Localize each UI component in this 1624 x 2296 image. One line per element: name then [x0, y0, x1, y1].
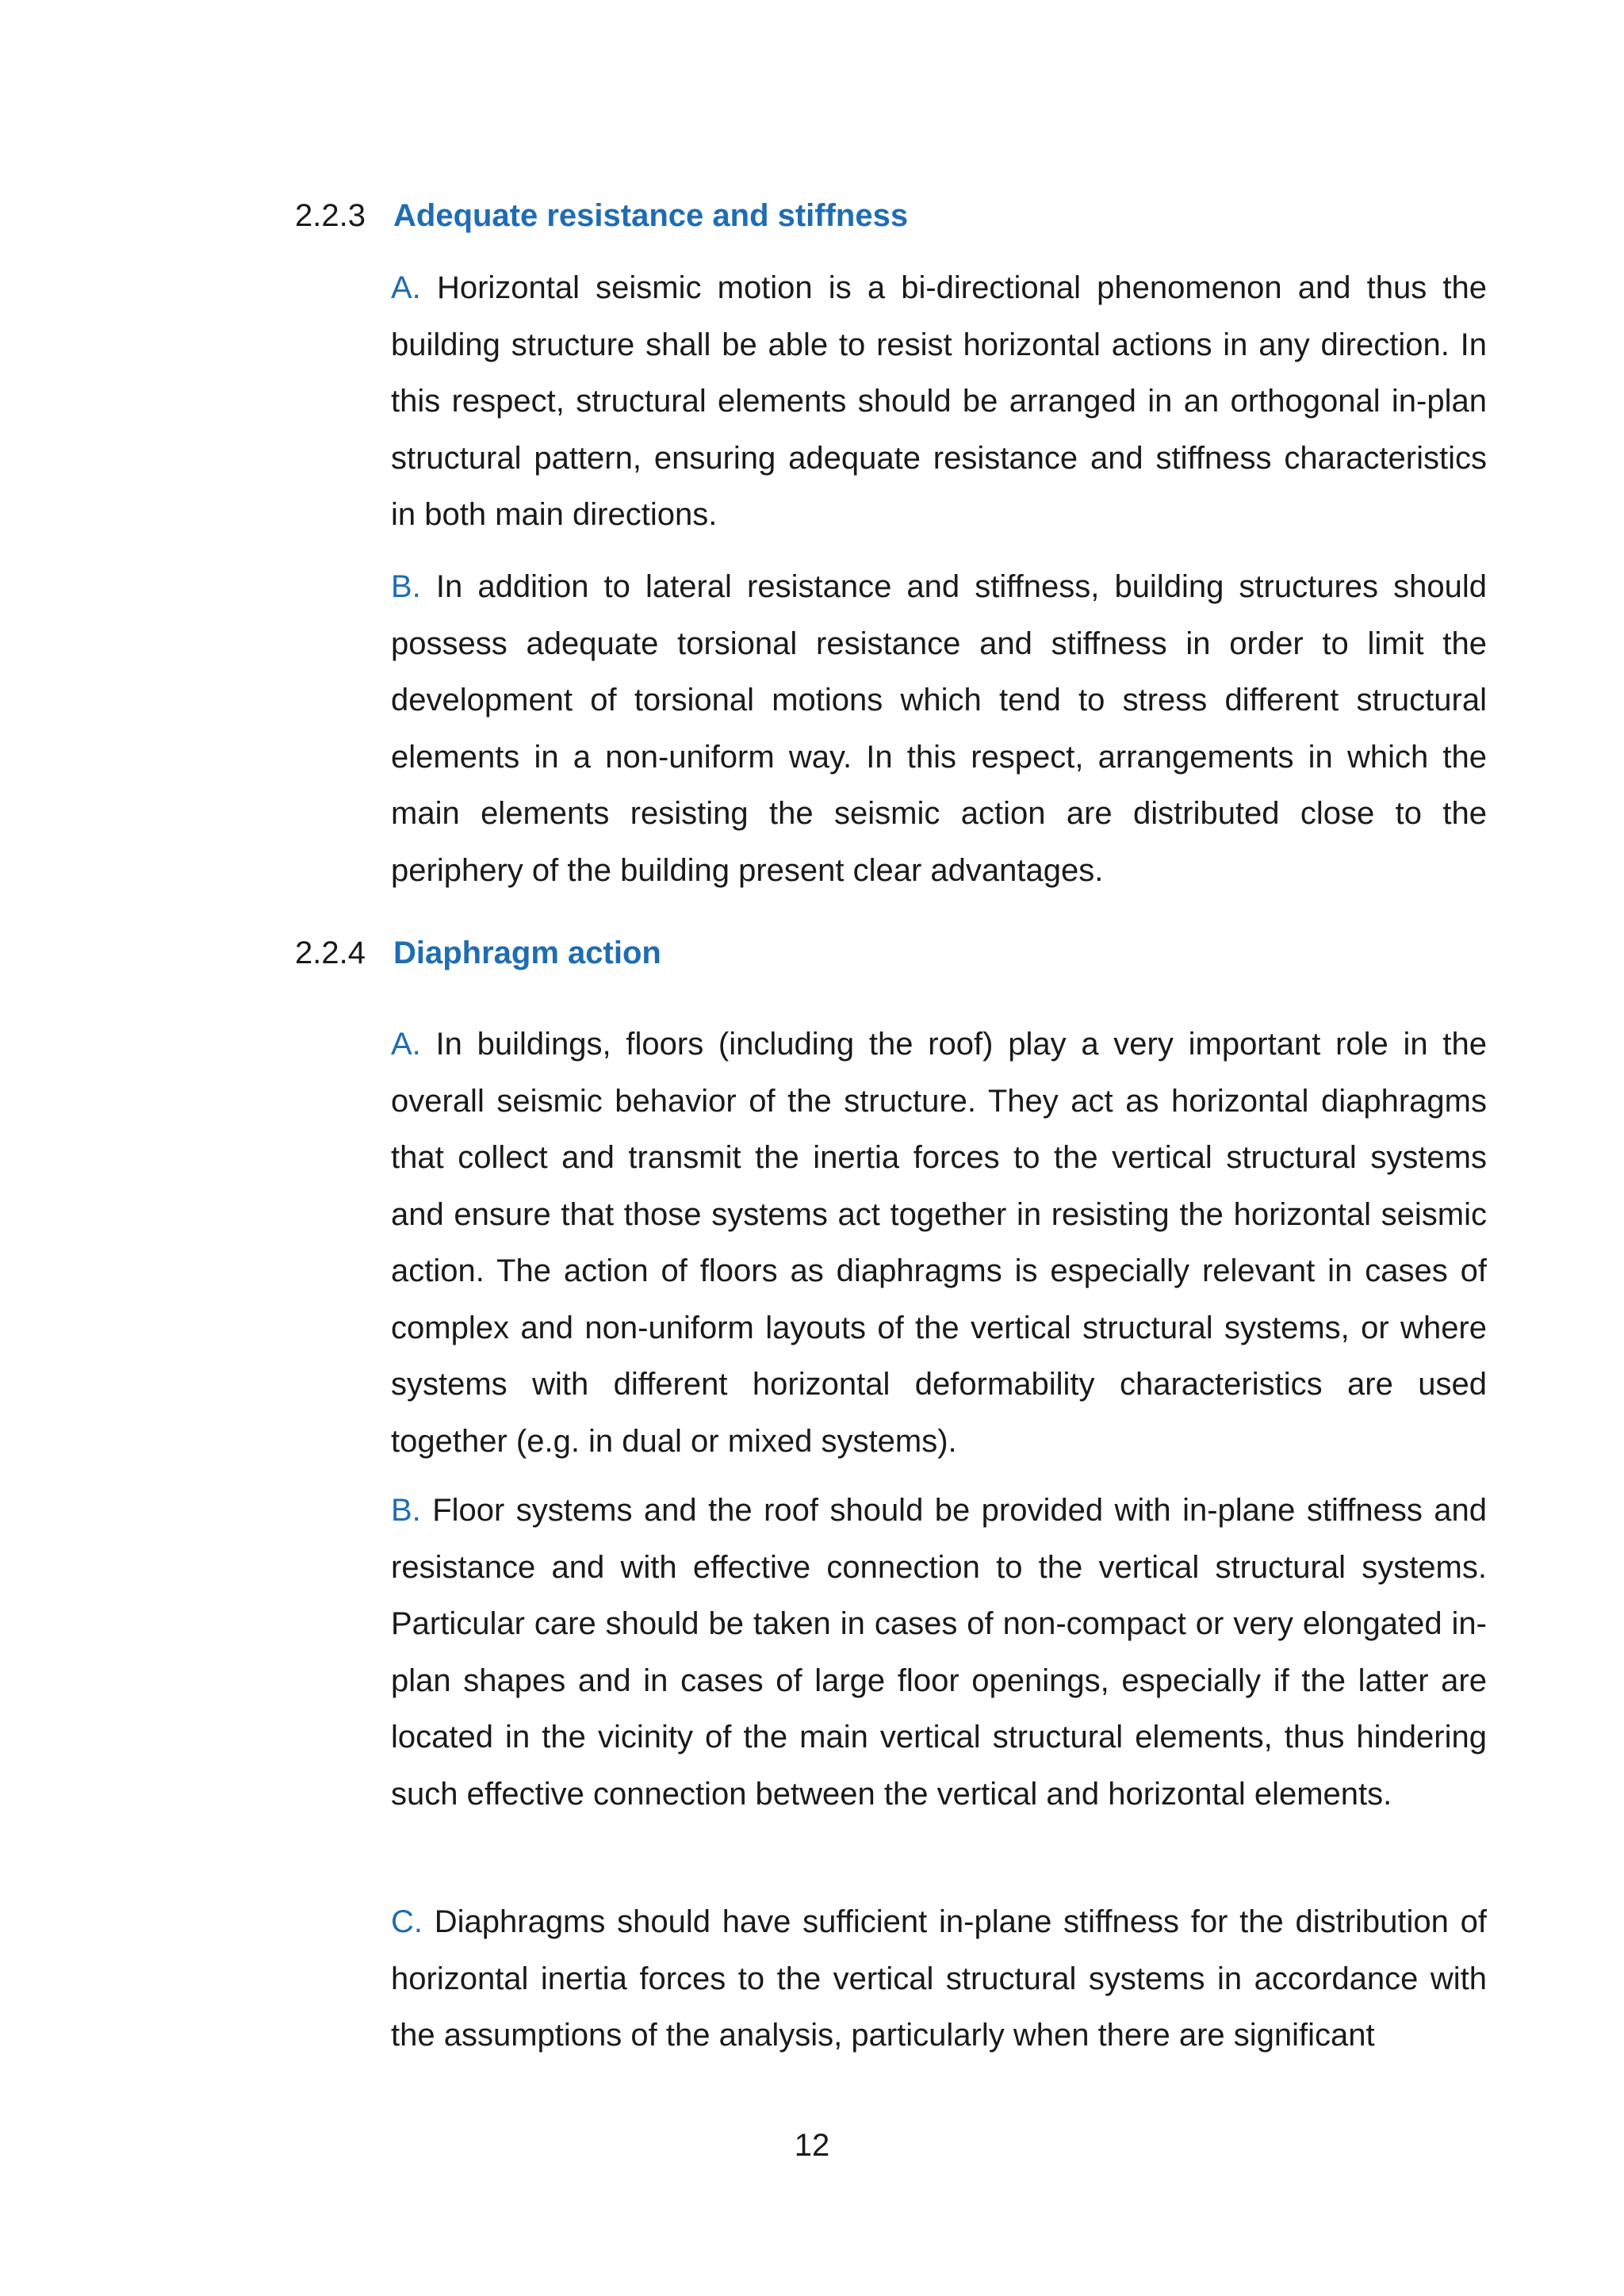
- paragraph-text: Horizontal seismic motion is a bi-directional phenomenon and thus the building structure shall be able to resist horizontal actions in any direction. In this respect, structural elements should be arranged in an orthogonal in-plan structural pattern, ensuring adequate resistance and stiffness characteristics in both main directions.: [391, 270, 1487, 532]
- paragraph-marker: A.: [391, 1027, 421, 1062]
- paragraph-marker: A.: [391, 270, 421, 305]
- paragraph-text: Floor systems and the roof should be provided with in-plane stiffness and resistance and with effective connection to the vertical structural systems. Particular care should be taken in cases of non-compact or very elongated in-plan shapes and in cases of large floor openings, especially if the latter are located in the vicinity of the main vertical structural elements, thus hindering such effective connection between the vertical and horizontal elements.: [391, 1493, 1487, 1812]
- paragraph-marker: C.: [391, 1904, 423, 1939]
- paragraph-2-2-3-a: [391, 260, 1487, 544]
- paragraph-marker: B.: [391, 1493, 421, 1528]
- paragraph-marker: B.: [391, 569, 421, 604]
- section-number: 2.2.3: [295, 198, 366, 233]
- page-number: 12: [794, 2128, 830, 2163]
- paragraph-2-2-4-c: [391, 1894, 1487, 2064]
- paragraph-2-2-3-b: [391, 559, 1487, 899]
- paragraph-text: In addition to lateral resistance and stiffness, building structures should possess adequate torsional resistance and stiffness in order to limit the development of torsional motions which tend to stress different structural elements in a non-uniform way. In this respect, arrangements in which the main elements resisting the seismic action are distributed close to the periphery of the building present clear advantages.: [391, 569, 1487, 888]
- section-heading-2-2-3: [295, 195, 908, 236]
- paragraph-text: Diaphragms should have sufficient in-plane stiffness for the distribution of horizontal inertia forces to the vertical structural systems in accordance with the assumptions of the analysis, particularly when there are significant: [391, 1904, 1487, 2053]
- section-number: 2.2.4: [295, 936, 366, 970]
- paragraph-2-2-4-a: [391, 1016, 1487, 1470]
- section-title: Diaphragm action: [393, 936, 661, 970]
- paragraph-text: In buildings, floors (including the roof) play a very important role in the overall seismic behavior of the structure. They act as horizontal diaphragms that collect and transmit the inertia forces to the vertical structural systems and ensure that those systems act together in resisting the horizontal seismic action. The action of floors as diaphragms is especially relevant in cases of complex and non-uniform layouts of the vertical structural systems, or where systems with different horizontal deformability characteristics are used together (e.g. in dual or mixed systems).: [391, 1027, 1487, 1459]
- paragraph-2-2-4-b: [391, 1483, 1487, 1823]
- section-title: Adequate resistance and stiffness: [393, 198, 909, 233]
- section-heading-2-2-4: [295, 932, 661, 974]
